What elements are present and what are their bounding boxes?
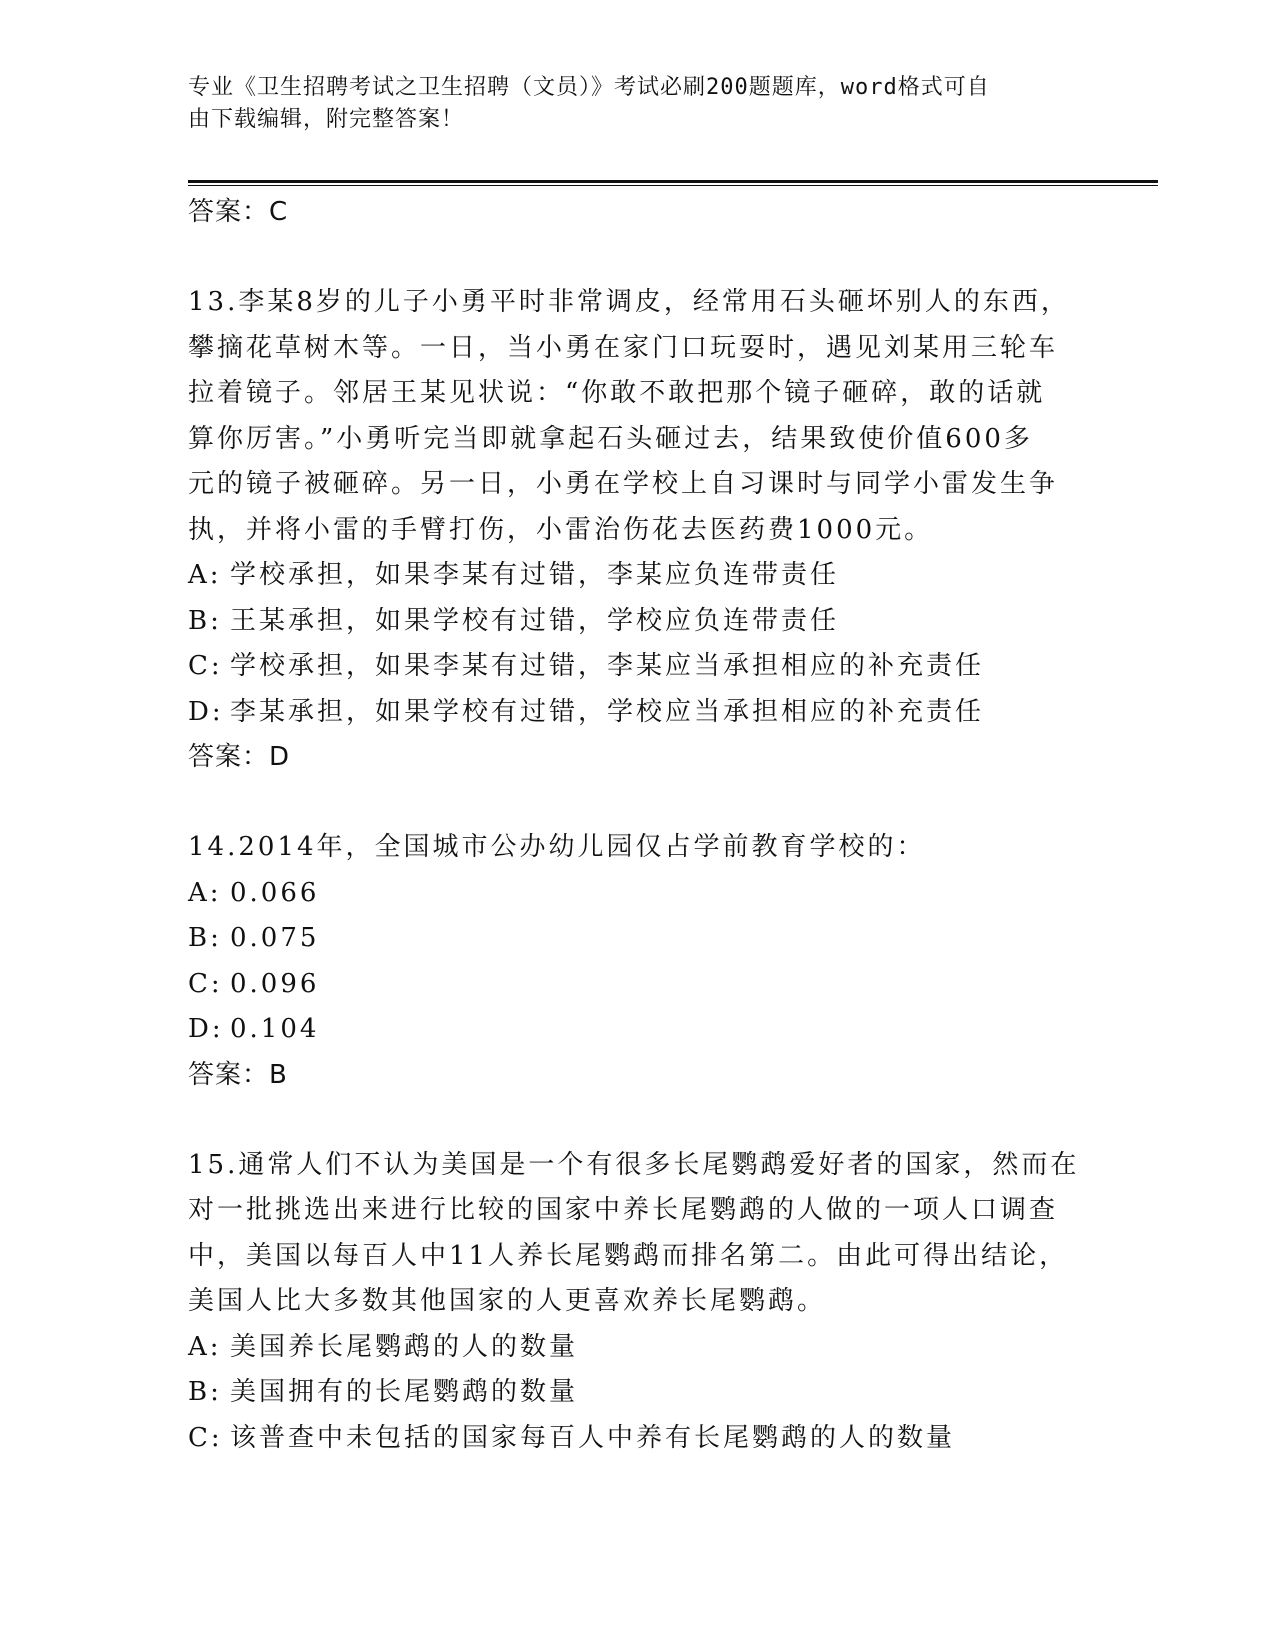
option-text: 0.066 (230, 877, 320, 908)
question-13 (188, 280, 1088, 780)
option-label: C: (188, 968, 223, 999)
question-15-text-line: 中，美国以每百人中11人养长尾鹦鹉而排名第二。由此可得出结论， (188, 1240, 1069, 1271)
option-label: B: (188, 1377, 222, 1407)
header-title-line-2: 由下载编辑，附完整答案！ (188, 107, 465, 132)
document-header (188, 72, 1068, 136)
question-13-option-b (188, 599, 1088, 645)
header-divider-thick (188, 180, 1158, 183)
option-text: 0.096 (230, 968, 320, 999)
question-13-text-line: 算你厉害。”小勇听完当即就拿起石头砸过去，结果致使价值600多 (188, 423, 1033, 454)
question-13-text-line: 拉着镜子。邻居王某见状说：“你敢不敢把那个镜子砸碎，敢的话就 (188, 378, 1046, 408)
question-13-text-line: 13.李某8岁的儿子小勇平时非常调皮，经常用石头砸坏别人的东西， (188, 287, 1070, 317)
question-13-text-line: 执，并将小雷的手臂打伤，小雷治伤花去医药费1000元。 (188, 514, 934, 545)
question-14-answer: 答案：B (188, 1059, 288, 1090)
option-label: A: (188, 877, 222, 908)
question-14-option-a (188, 871, 1088, 917)
previous-answer: 答案：C (188, 197, 289, 227)
option-label: A: (188, 560, 222, 590)
option-text: 0.075 (230, 923, 320, 953)
question-13-option-a (188, 553, 1088, 599)
option-label: A: (188, 1331, 222, 1362)
option-label: B: (188, 923, 222, 953)
option-text: 美国拥有的长尾鹦鹉的数量 (230, 1377, 579, 1407)
question-15-text-line: 对一批挑选出来进行比较的国家中养长尾鹦鹉的人做的一项人口调查 (188, 1195, 1059, 1225)
question-15-text-line: 15.通常人们不认为美国是一个有很多长尾鹦鹉爱好者的国家，然而在 (188, 1149, 1080, 1180)
question-13-option-d (188, 690, 1088, 736)
option-text: 0.104 (230, 1014, 320, 1044)
option-text: 美国养长尾鹦鹉的人的数量 (230, 1331, 579, 1362)
spacer (188, 1098, 1088, 1143)
header-title-line-1: 专业《卫生招聘考试之卫生招聘（文员）》考试必刷200题题库，word格式可自 (188, 75, 990, 100)
option-label: D: (188, 1014, 224, 1044)
question-13-text-line: 攀摘花草树木等。一日，当小勇在家门口玩耍时，遇见刘某用三轮车 (188, 332, 1059, 363)
document-body (188, 190, 1088, 1461)
header-divider-thin (188, 185, 1158, 186)
question-15-option-c (188, 1416, 1088, 1462)
question-14-option-b (188, 916, 1088, 962)
option-text: 王某承担，如果学校有过错，学校应负连带责任 (230, 605, 840, 636)
question-13-option-c (188, 644, 1088, 690)
option-label: B: (188, 605, 222, 636)
question-14-text-line: 14.2014年，全国城市公办幼儿园仅占学前教育学校的： (188, 832, 926, 862)
spacer (188, 780, 1088, 825)
question-14-option-c (188, 962, 1088, 1008)
option-label: D: (188, 696, 224, 727)
question-14 (188, 825, 1088, 1098)
option-text: 学校承担，如果李某有过错，李某应负连带责任 (230, 560, 840, 590)
spacer (188, 235, 1088, 280)
option-text: 学校承担，如果李某有过错，李某应当承担相应的补充责任 (230, 651, 985, 681)
option-text: 李某承担，如果学校有过错，学校应当承担相应的补充责任 (230, 696, 985, 727)
question-15-option-a (188, 1325, 1088, 1371)
question-15-option-b (188, 1370, 1088, 1416)
question-14-option-d (188, 1007, 1088, 1053)
question-13-text-line: 元的镜子被砸碎。另一日，小勇在学校上自习课时与同学小雷发生争 (188, 469, 1059, 499)
question-15 (188, 1143, 1088, 1462)
question-13-answer: 答案：D (188, 742, 291, 772)
question-15-text-line: 美国人比大多数其他国家的人更喜欢养长尾鹦鹉。 (188, 1286, 827, 1316)
option-text: 该普查中未包括的国家每百人中养有长尾鹦鹉的人的数量 (230, 1422, 956, 1453)
option-label: C: (188, 651, 223, 681)
option-label: C: (188, 1422, 223, 1453)
